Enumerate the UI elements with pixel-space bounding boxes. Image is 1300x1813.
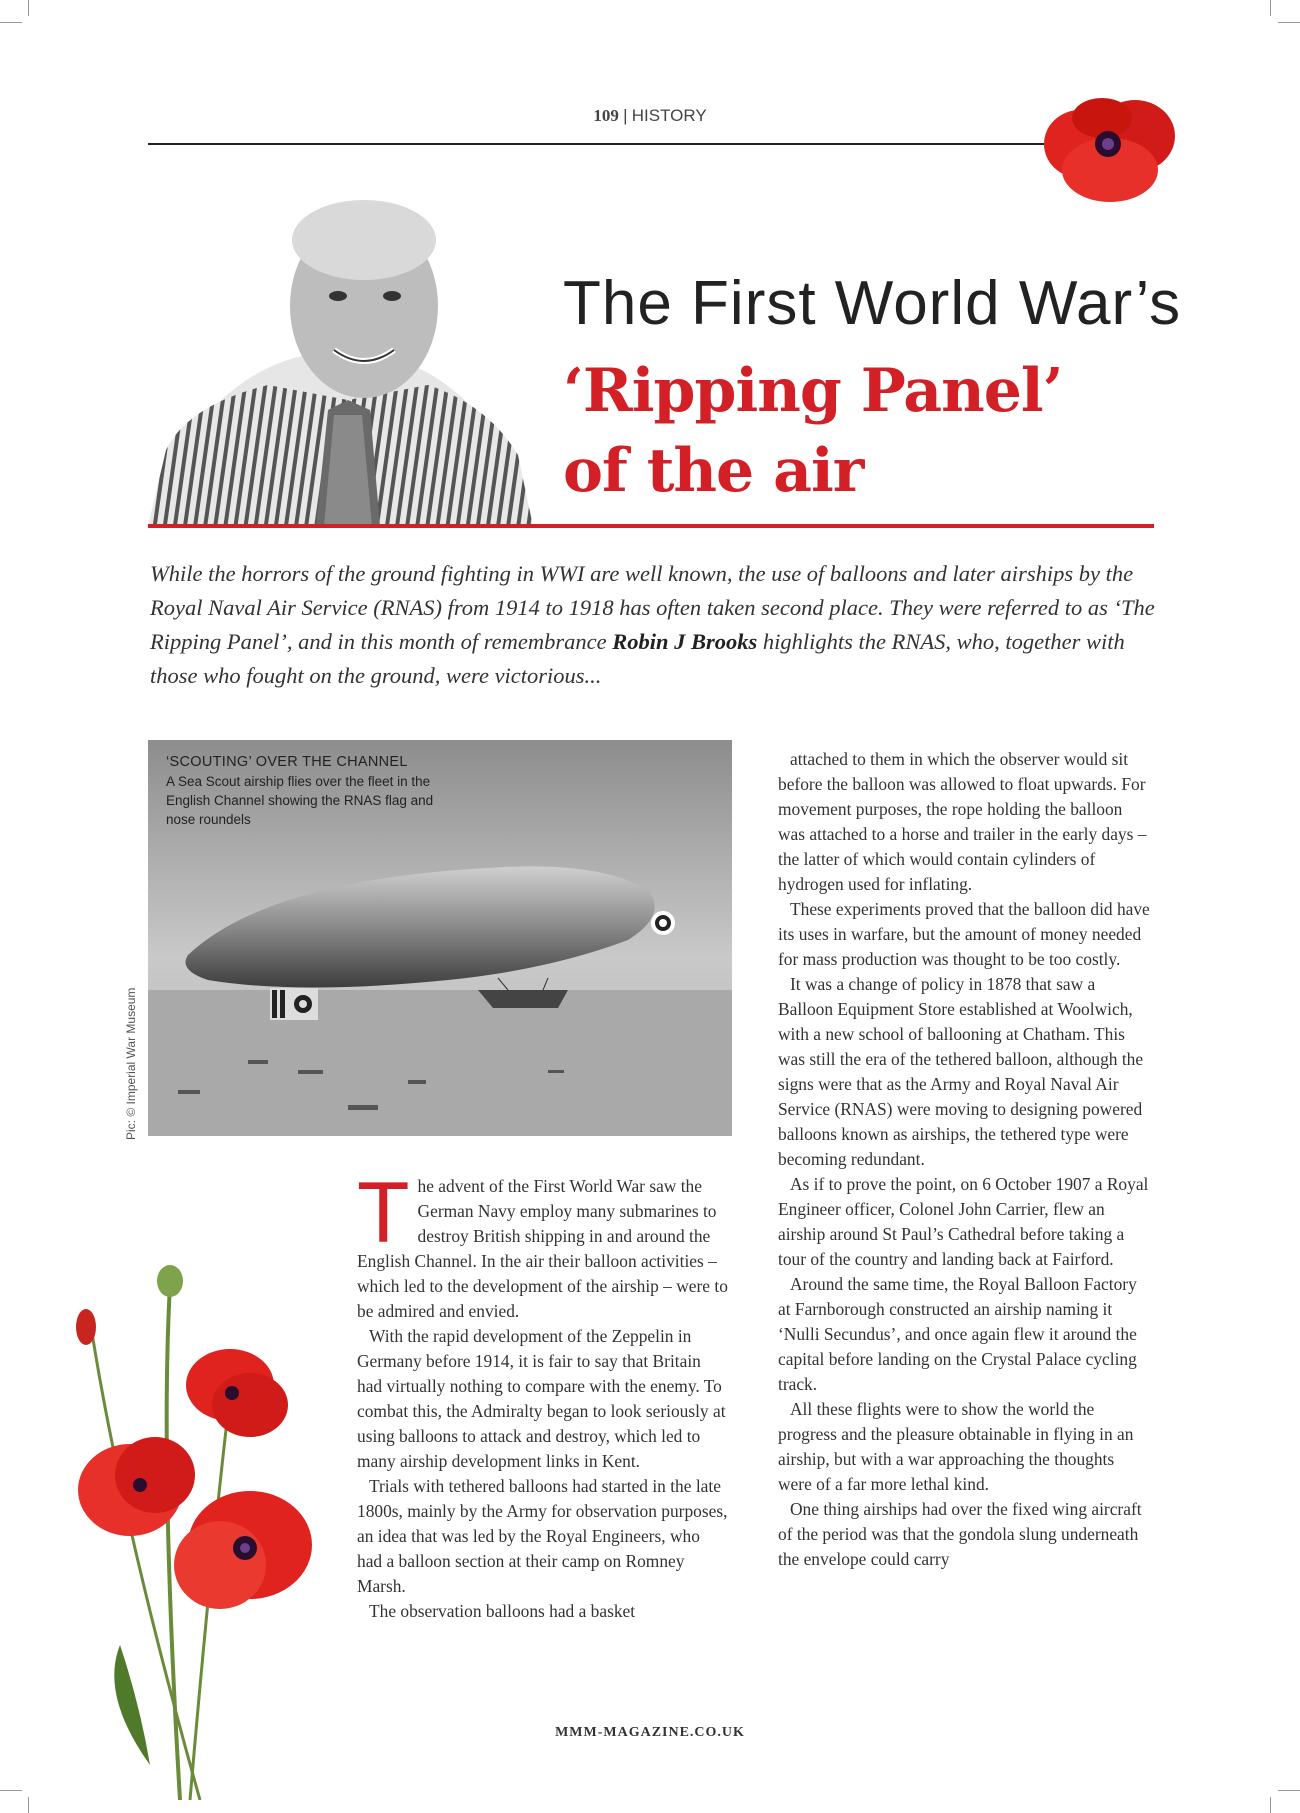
- paragraph: As if to prove the point, on 6 October 1907 a Royal Engineer officer, Colonel John Carrier, flew an airship around St Paul’s Cathedral before taking a tour of the country and landing back at Fairford.: [778, 1174, 1149, 1269]
- article-column-2: [778, 747, 1150, 1572]
- paragraph: With the rapid development of the Zeppelin in Germany before 1914, it is fair to say that Britain had virtually nothing to compare with the enemy. To combat this, the Admiralty began to look seriously at using balloons to attack and destroy, which led to many airship development links in Kent.: [357, 1326, 726, 1471]
- drop-cap: T: [357, 1165, 410, 1261]
- header-rule: [148, 143, 1083, 145]
- paragraph: [357, 1165, 729, 1324]
- standfirst-text-end: highlights the RNAS, who, together with those who fought on the ground, were victorious...: [150, 629, 1125, 688]
- paragraph-text: he advent of the First World War saw the German Navy employ many submarines to destroy British shipping in and around the English Channel. In the air their balloon activities – which led to the development of the airship – were to be admired and envied.: [357, 1176, 728, 1321]
- poppy-bouquet-icon: [60, 1265, 340, 1800]
- title-rule: [148, 524, 1154, 528]
- standfirst: [150, 557, 1160, 693]
- standfirst-text: While the horrors of the ground fighting in WWI are well known, the use of balloons and later airships by the Royal Naval Air Service (RNAS) from 1914 to 1918 has often taken second place. They were referred to as ‘The Ripping Panel’, and in this month of remembrance: [150, 561, 1155, 654]
- paragraph: One thing airships had over the fixed wing aircraft of the period was that the gondola slung underneath the envelope could carry: [778, 1499, 1142, 1569]
- author-name: Robin J Brooks: [612, 629, 758, 654]
- article-column-1: [357, 1165, 729, 1624]
- footer-website: MMM-MAGAZINE.CO.UK: [555, 1725, 745, 1740]
- caption-text: A Sea Scout airship flies over the fleet in the English Channel showing the RNAS flag and nose roundels: [166, 774, 434, 827]
- photo-credit: Pic: © Imperial War Museum: [124, 987, 138, 1140]
- paragraph: These experiments proved that the balloon did have its uses in warfare, but the amount of money needed for mass production was thought to be too costly.: [778, 899, 1150, 969]
- section-label: HISTORY: [631, 106, 707, 125]
- author-portrait: [148, 200, 540, 526]
- photo-caption: [166, 753, 466, 829]
- crop-mark-br-v: [1270, 1797, 1271, 1813]
- paragraph: Trials with tethered balloons had started in the late 1800s, mainly by the Army for observation purposes, an idea that was led by the Royal Engineers, who had a balloon section at their camp on Romney Marsh.: [357, 1476, 728, 1596]
- title-line-3: of the air: [563, 436, 864, 506]
- crop-mark-tl: [0, 22, 22, 23]
- paragraph: It was a change of policy in 1878 that saw a Balloon Equipment Store established at Woolwich, with a new school of ballooning at Chatham. This was still the era of the tethered balloon, although the signs were that as the Army and Royal Naval Air Service (RNAS) were moving to designing powered balloons known as airships, the tethered type were becoming redundant.: [778, 974, 1144, 1169]
- paragraph: The observation balloons had a basket: [369, 1601, 636, 1621]
- crop-mark-bl: [0, 1790, 22, 1791]
- poppy-icon: [1040, 92, 1180, 208]
- paragraph: All these flights were to show the world the progress and the pleasure obtainable in flying in an airship, but with a war approaching the thoughts were of a far more lethal kind.: [778, 1399, 1134, 1494]
- paragraph: attached to them in which the observer would sit before the balloon was allowed to float upwards. For movement purposes, the rope holding the balloon was attached to a horse and trailer in the early days – the latter of which would contain cylinders of hydrogen used for inflating.: [778, 749, 1147, 894]
- page-number: 109: [593, 106, 619, 125]
- header-separator: |: [623, 106, 628, 125]
- crop-mark-tr: [1278, 22, 1300, 23]
- title-line-2: ‘Ripping Panel’: [563, 356, 1063, 426]
- crop-mark-br: [1278, 1790, 1300, 1791]
- crop-mark-tr-v: [1270, 0, 1271, 16]
- crop-mark-bl-v: [28, 1797, 29, 1813]
- title-line-1: The First World War’s: [563, 269, 1182, 338]
- crop-mark-tl-v: [28, 0, 29, 16]
- caption-title: ‘SCOUTING’ OVER THE CHANNEL: [166, 754, 408, 770]
- paragraph: Around the same time, the Royal Balloon Factory at Farnborough constructed an airship naming it ‘Nulli Secundus’, and once again flew it around the capital before landing on the Crystal Palace cycling track.: [778, 1274, 1137, 1394]
